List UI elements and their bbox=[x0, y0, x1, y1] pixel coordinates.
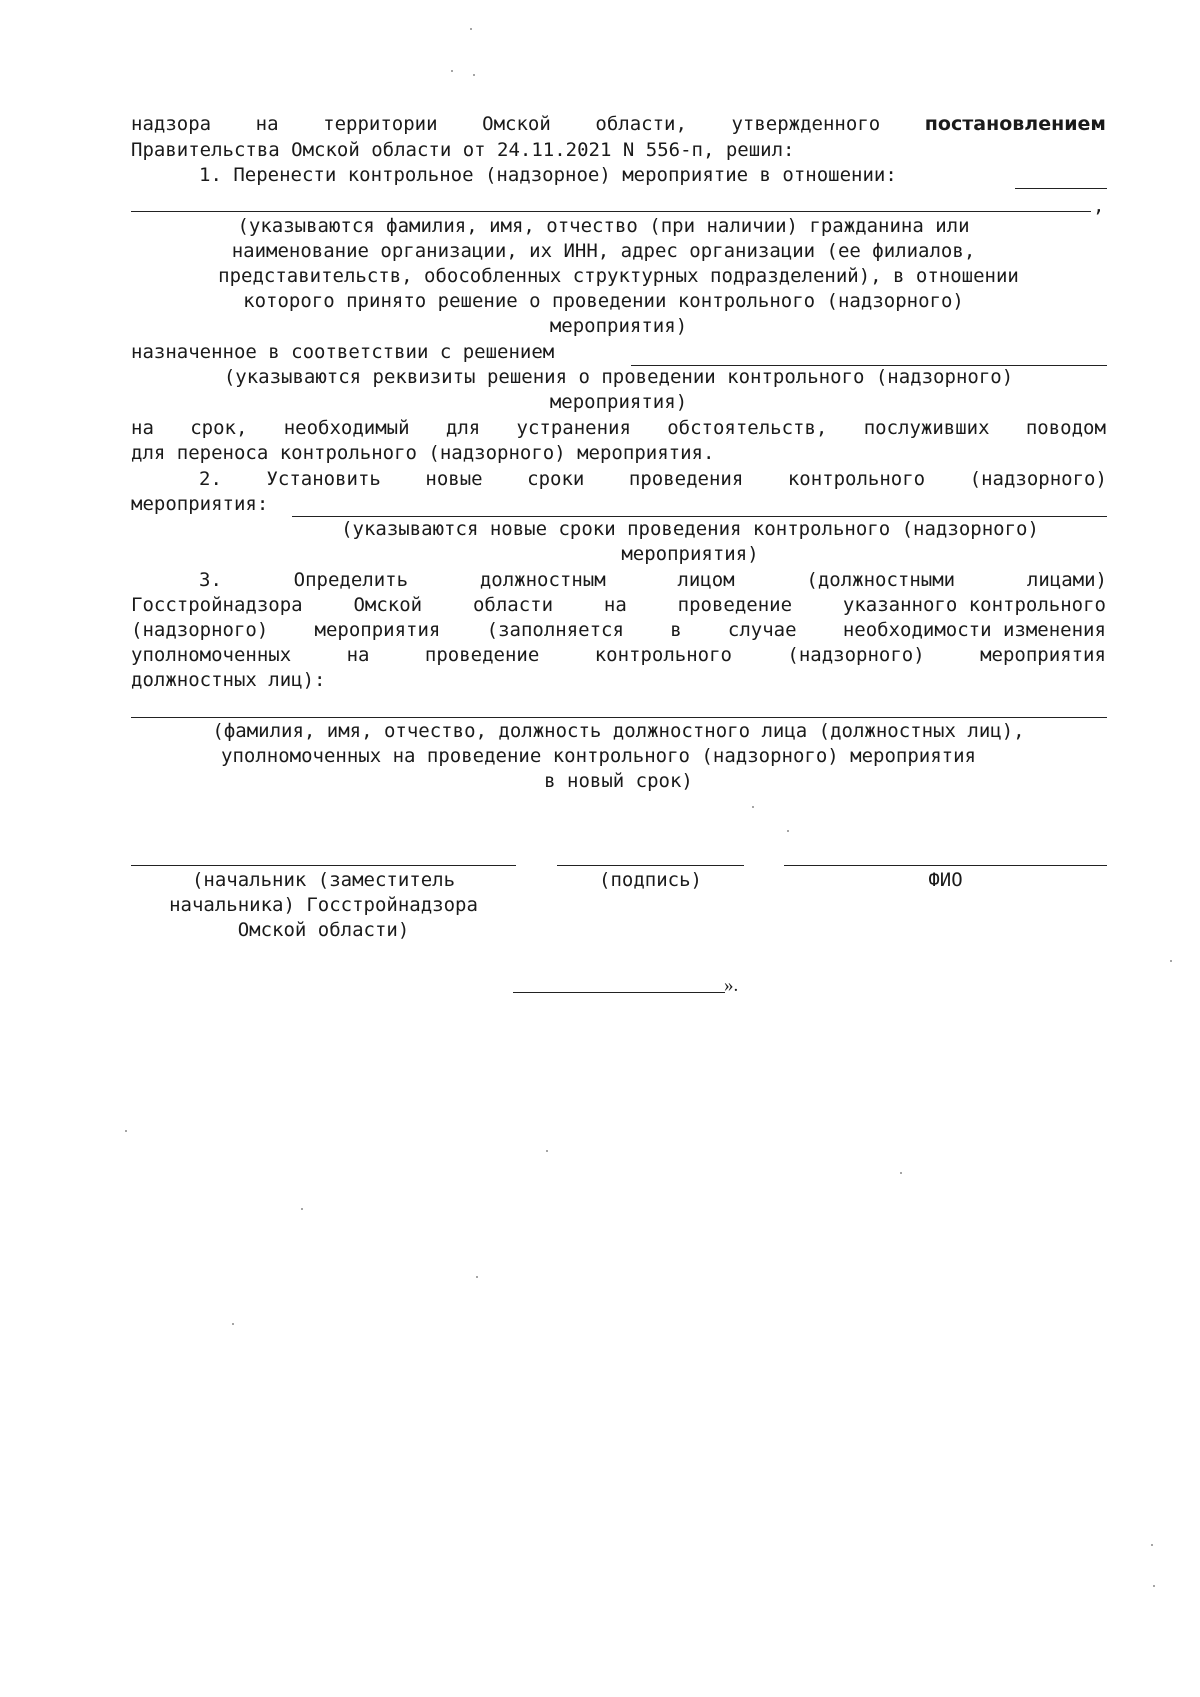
scan-speck bbox=[451, 70, 453, 72]
word: области bbox=[472, 594, 554, 616]
word: 2. bbox=[199, 468, 222, 490]
signature-label: (подпись) bbox=[599, 869, 702, 891]
word: 3. bbox=[199, 569, 222, 591]
item3-hint-3: в новый срок) bbox=[544, 770, 693, 792]
item1-hint-1: (указываются фамилия, имя, отчество (при наличии) гражданина или bbox=[237, 215, 970, 237]
word: поводом bbox=[1025, 417, 1106, 439]
term-line-2: для переноса контрольного (надзорного) мероприятия. bbox=[131, 442, 715, 464]
item1-blank-line bbox=[131, 211, 1091, 212]
word: проведения bbox=[628, 468, 744, 490]
word: лицом bbox=[677, 569, 735, 591]
item2-line-1 bbox=[199, 467, 1107, 491]
signature-blank bbox=[557, 865, 744, 866]
scan-speck bbox=[473, 74, 475, 76]
item1-hint-5: мероприятия) bbox=[549, 315, 688, 337]
item3-line-4 bbox=[131, 643, 1106, 667]
word: проведение bbox=[677, 594, 793, 616]
item1-hint-2: наименование организации, их ИНН, адрес организации (ее филиалов, bbox=[231, 240, 976, 262]
word: (заполняется bbox=[486, 619, 624, 641]
intro-line-1 bbox=[131, 112, 1106, 136]
item1-comma: , bbox=[1093, 195, 1105, 217]
item3-hint-1: (фамилия, имя, отчество, должность должностного лица (должностных лиц), bbox=[212, 720, 1025, 742]
scan-speck bbox=[787, 830, 789, 832]
word: (надзорного) bbox=[787, 644, 925, 666]
word: послуживших bbox=[863, 417, 990, 439]
word: мероприятия bbox=[314, 619, 441, 641]
word: необходимости изменения bbox=[842, 619, 1106, 641]
item1-hint-4: которого принято решение о проведении контрольного (надзорного) bbox=[243, 290, 964, 312]
word: Определить bbox=[293, 569, 409, 591]
decision-hint-2: мероприятия) bbox=[549, 391, 688, 413]
word: (надзорного) bbox=[131, 619, 269, 641]
scan-speck bbox=[546, 1150, 548, 1152]
item3-line-3 bbox=[131, 618, 1106, 642]
item3-line-1 bbox=[199, 568, 1107, 592]
word: указанного контрольного bbox=[842, 594, 1106, 616]
word: Омской bbox=[353, 594, 423, 616]
word: контрольного bbox=[787, 468, 926, 490]
word: Установить bbox=[266, 468, 381, 490]
name-blank bbox=[784, 865, 1107, 866]
word: для bbox=[445, 417, 481, 439]
scan-speck bbox=[1151, 1544, 1153, 1546]
word: должностным bbox=[479, 569, 606, 591]
position-label-1: (начальник (заместитель bbox=[191, 869, 456, 891]
item2-hint-2: мероприятия) bbox=[621, 543, 759, 565]
scan-speck bbox=[900, 1172, 902, 1174]
item3-line-5: должностных лиц): bbox=[131, 669, 326, 691]
word: уполномоченных bbox=[131, 644, 292, 666]
word: новые bbox=[425, 468, 483, 490]
position-blank bbox=[131, 865, 516, 866]
word: проведение bbox=[424, 644, 540, 666]
item3-blank-line bbox=[131, 717, 1107, 718]
closing-blank bbox=[513, 992, 725, 993]
word: необходимый bbox=[283, 417, 410, 439]
word: территории bbox=[323, 113, 438, 135]
scan-speck bbox=[470, 28, 472, 30]
word: лицами) bbox=[1026, 569, 1107, 591]
position-label-3: Омской области) bbox=[237, 919, 410, 941]
scan-speck bbox=[232, 1323, 234, 1325]
term-line-1 bbox=[131, 416, 1106, 440]
scan-speck bbox=[752, 806, 754, 808]
word: (должностными bbox=[806, 569, 956, 591]
appointed-text: назначенное в соответствии с решением bbox=[131, 341, 555, 363]
word: надзора bbox=[131, 113, 212, 135]
word: устранения bbox=[516, 417, 631, 439]
word: Омской bbox=[482, 113, 551, 135]
position-label-2: начальника) Госстройнадзора bbox=[169, 894, 478, 916]
word: контрольного bbox=[594, 644, 732, 666]
scan-speck bbox=[125, 1130, 127, 1132]
word: мероприятия bbox=[980, 644, 1106, 666]
name-label: ФИО bbox=[928, 869, 963, 891]
word: на bbox=[603, 594, 627, 616]
word: на bbox=[131, 417, 154, 439]
scan-speck bbox=[1170, 960, 1172, 962]
word: на bbox=[346, 644, 370, 666]
item3-hint-2: уполномоченных на проведение контрольного (надзорного) мероприятия bbox=[221, 745, 976, 767]
word: срок, bbox=[190, 417, 248, 439]
word: обстоятельств, bbox=[667, 417, 828, 439]
item2-line-2: мероприятия: bbox=[131, 493, 269, 515]
word: на bbox=[255, 113, 279, 135]
word: (надзорного) bbox=[969, 468, 1107, 490]
item2-hint-1: (указываются новые сроки проведения контрольного (надзорного) bbox=[341, 518, 1039, 540]
bold-word: постановлением bbox=[924, 113, 1106, 135]
scan-speck bbox=[1153, 1585, 1155, 1587]
item1-blank-end bbox=[1015, 188, 1107, 189]
scan-speck bbox=[301, 1208, 303, 1210]
word: случае bbox=[727, 619, 797, 641]
word: области, bbox=[595, 113, 687, 135]
word: утвержденного bbox=[731, 113, 881, 135]
scan-speck bbox=[476, 1276, 478, 1278]
intro-line-2: Правительства Омской области от 24.11.2021 N 556-п, решил: bbox=[131, 139, 795, 161]
item1-text: 1. Перенести контрольное (надзорное) мероприятие в отношении: bbox=[199, 164, 897, 186]
word: в bbox=[670, 619, 682, 641]
closing-quote: ». bbox=[724, 975, 739, 996]
decision-hint-1: (указываются реквизиты решения о проведении контрольного (надзорного) bbox=[223, 366, 1014, 388]
word: Госстройнадзора bbox=[131, 594, 303, 616]
item1-hint-3: представительств, обособленных структурных подразделений), в отношении bbox=[218, 265, 1019, 287]
item3-line-2 bbox=[131, 593, 1106, 617]
word: сроки bbox=[527, 468, 585, 490]
